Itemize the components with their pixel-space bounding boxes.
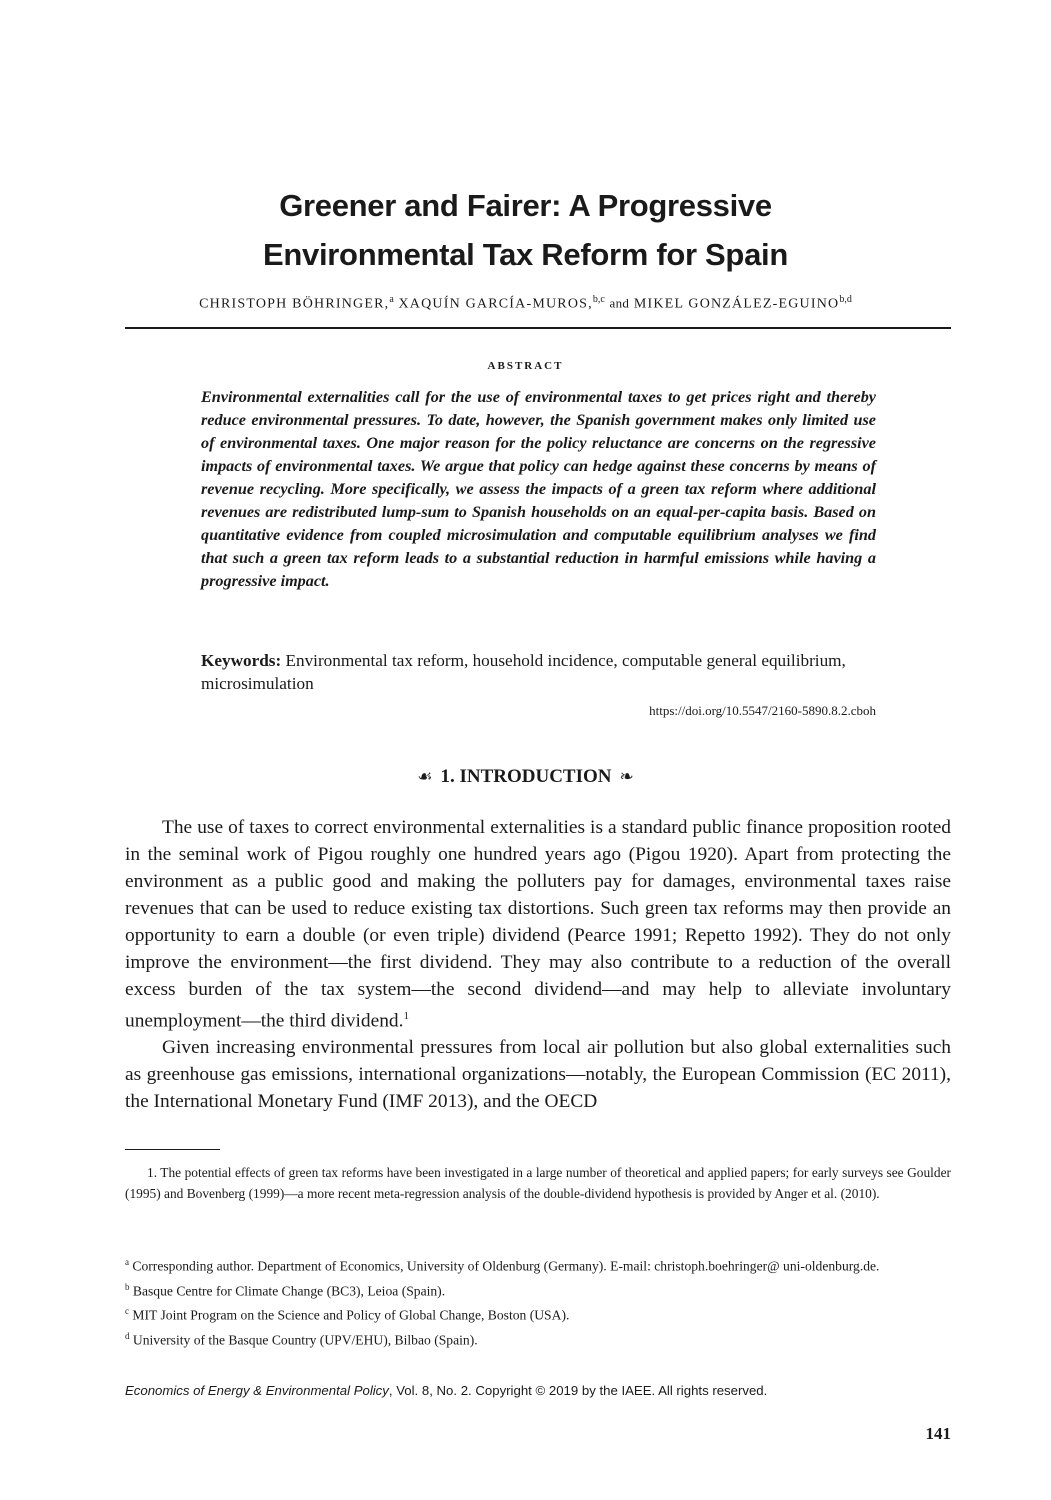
affiliation-d <box>125 1326 951 1351</box>
affiliation-a <box>125 1252 951 1277</box>
header-divider <box>125 327 951 329</box>
author-3-affil-mark: b,d <box>839 294 852 305</box>
journal-volume-copyright: , Vol. 8, No. 2. Copyright © 2019 by the IAEE. All rights reserved. <box>388 1383 768 1398</box>
paper-title <box>0 181 1051 279</box>
journal-name: Economics of Energy & Environmental Policy <box>125 1383 389 1398</box>
footnote-ref-1[interactable]: 1 <box>403 1010 409 1022</box>
affiliation-mark: a <box>125 1257 129 1267</box>
footnote-1: 1. The potential effects of green tax reforms have been investigated in a large number of theoretical and applied papers; for early surveys see Goulder (1995) and Bovenberg (1999)—a more recent meta-regression analysis of the double-dividend hypothesis is provided by Anger et al. (2010). <box>125 1165 951 1201</box>
author-conjunction: and <box>609 295 630 311</box>
affiliation-mark: c <box>125 1306 129 1317</box>
keywords-text: Environmental tax reform, household incidence, computable general equilibrium, microsimulation <box>201 651 846 693</box>
affiliation-b <box>125 1277 951 1302</box>
doi-link[interactable]: https://doi.org/10.5547/2160-5890.8.2.cboh <box>649 703 876 718</box>
body-text <box>125 814 951 1115</box>
paragraph-1 <box>125 814 951 1034</box>
section-title: 1. INTRODUCTION <box>440 766 612 787</box>
keywords-label: Keywords: <box>201 651 282 670</box>
section-heading <box>0 766 1051 788</box>
title-line-2: Environmental Tax Reform for Spain <box>263 236 788 272</box>
page-number: 141 <box>925 1424 951 1443</box>
journal-citation <box>125 1383 951 1398</box>
paragraph-2: Given increasing environmental pressures from local air pollution but also global externalities such as greenhouse gas emissions, international organizations—notably, the European Commission (EC 2011), the International Monetary Fund (IMF 2013), and the OECD <box>125 1037 951 1113</box>
author-2: XAQUÍN GARCÍA-MUROS, <box>398 296 593 312</box>
keywords <box>201 649 876 695</box>
affiliation-text: Corresponding author. Department of Economics, University of Oldenburg (Germany). E-mail: christoph.boehringer@ uni-oldenburg.de. <box>132 1258 880 1274</box>
author-3: MIKEL GONZÁLEZ-EGUINO <box>633 296 840 312</box>
affiliations <box>125 1252 951 1350</box>
affiliation-text: University of the Basque Country (UPV/EHU), Bilbao (Spain). <box>132 1332 478 1348</box>
leaf-ornament-left-icon: ☙ <box>417 767 433 786</box>
author-1-affil-mark: a <box>389 294 394 305</box>
affiliation-c <box>125 1301 951 1326</box>
abstract-body: Environmental externalities call for the use of environmental taxes to get prices right and thereby reduce environmental pressures. To date, however, the Spanish government makes only limited use of environmental taxes. One major reason for the policy reluctance are concerns on the regressive impacts of environmental taxes. We argue that policy can hedge against these concerns by means of revenue recycling. More specifically, we assess the impacts of a green tax reform where additional revenues are redistributed lump-sum to Spanish households on an equal-per-capita basis. Based on quantitative evidence from coupled microsimulation and computable equilibrium analyses we find that such a green tax reform leads to a substantial reduction in harmful emissions while having a progressive impact. <box>201 388 876 590</box>
leaf-ornament-right-icon: ❧ <box>619 767 634 786</box>
author-1: CHRISTOPH BÖHRINGER, <box>199 296 390 312</box>
affiliation-mark: b <box>125 1281 130 1292</box>
author-2-affil-mark: b,c <box>592 294 605 305</box>
title-line-1: Greener and Fairer: A Progressive <box>279 187 772 223</box>
paragraph-1-text: The use of taxes to correct environmental externalities is a standard public finance proposition rooted in the seminal work of Pigou roughly one hundred years ago (Pigou 1920). Apart from protecting the environment as a public good and making the polluters pay for damages, environmental taxes raise revenues that can be used to reduce existing tax distortions. Such green tax reforms may then provide an opportunity to earn a double (or even triple) dividend (Pearce 1991; Repetto 1992). They do not only improve the environment—the first dividend. They may also contribute to a reduction of the overall excess burden of the tax system—the second dividend—and may help to alleviate involuntary unemployment—the third dividend. <box>125 817 951 1032</box>
footnote-divider <box>125 1149 220 1150</box>
affiliation-mark: d <box>125 1330 130 1341</box>
affiliation-text: MIT Joint Program on the Science and Policy of Global Change, Boston (USA). <box>132 1307 570 1323</box>
author-list <box>0 294 1051 313</box>
abstract-heading: ABSTRACT <box>487 360 564 372</box>
affiliation-text: Basque Centre for Climate Change (BC3), Leioa (Spain). <box>132 1283 446 1299</box>
